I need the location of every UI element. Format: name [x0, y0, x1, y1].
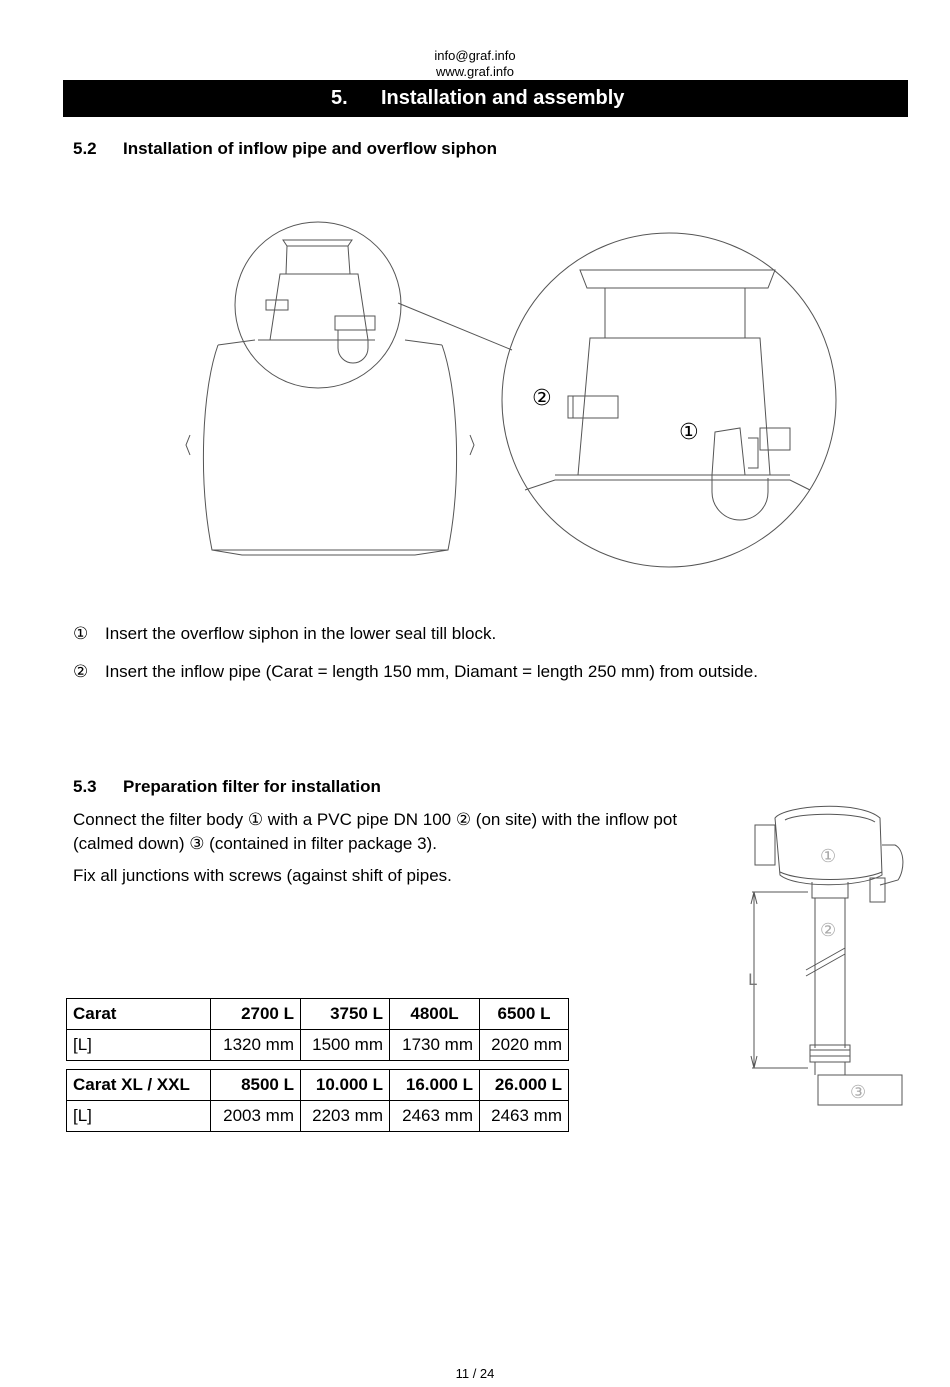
step-1-text: Insert the overflow siphon in the lower seal till block. [105, 624, 497, 643]
table-cell: [L] [67, 1101, 211, 1132]
step-2-marker: ② [73, 662, 89, 681]
header-email: info@graf.info [434, 48, 516, 63]
table-cell: 3750 L [301, 999, 390, 1030]
table-cell: 2463 mm [390, 1101, 480, 1132]
section-title: Installation of inflow pipe and overflow siphon [123, 139, 497, 158]
table-cell: 1320 mm [211, 1030, 301, 1061]
table-cell: 26.000 L [480, 1070, 569, 1101]
table-cell: 2463 mm [480, 1101, 569, 1132]
step-1 [73, 624, 496, 644]
header-website: www.graf.info [435, 64, 515, 79]
filter-label-three: ③ [850, 1082, 867, 1103]
section-5-2-heading [73, 139, 497, 159]
step-2 [73, 662, 758, 682]
table-cell: 1730 mm [390, 1030, 480, 1061]
section-number: 5.3 [73, 777, 97, 796]
figure-marker-one: ① [679, 420, 699, 445]
table-cell: 2003 mm [211, 1101, 301, 1132]
table-header-row [67, 999, 569, 1030]
table-cell: 16.000 L [390, 1070, 480, 1101]
step-1-marker: ① [73, 624, 89, 643]
table-row [67, 1101, 569, 1132]
chapter-bar [63, 80, 908, 117]
section-5-3-heading [73, 777, 381, 797]
table-cell: 2020 mm [480, 1030, 569, 1061]
section-title: Preparation filter for installation [123, 777, 381, 796]
carat-xl-length-table [66, 1069, 569, 1132]
table-header-row [67, 1070, 569, 1101]
filter-assembly-figure [740, 800, 920, 1120]
chapter-number: 5. [331, 87, 348, 109]
table-cell: 2700 L [211, 999, 301, 1030]
filter-label-two: ② [820, 920, 837, 941]
table-cell: Carat [67, 999, 211, 1030]
table-cell: 1500 mm [301, 1030, 390, 1061]
table-cell: Carat XL / XXL [67, 1070, 211, 1101]
table-row [67, 1030, 569, 1061]
filter-paragraph-1 [73, 808, 677, 856]
filter-paragraph-1-line-1: Connect the filter body ① with a PVC pipe DN 100 ② (on site) with the inflow pot [73, 810, 678, 829]
table-cell: [L] [67, 1030, 211, 1061]
section-number: 5.2 [73, 139, 97, 158]
carat-length-table [66, 998, 569, 1061]
table-cell: 4800L [390, 999, 480, 1030]
filter-paragraph-2: Fix all junctions with screws (against shift of pipes. [73, 866, 452, 885]
tank-installation-figure [180, 210, 850, 570]
filter-paragraph-1-line-2: (calmed down) ③ (contained in filter package 3). [73, 834, 437, 853]
chapter-title: Installation and assembly [381, 87, 625, 109]
page-number: 11 / 24 [455, 1366, 495, 1381]
figure-marker-two: ② [532, 386, 552, 411]
table-cell: 2203 mm [301, 1101, 390, 1132]
table-cell: 10.000 L [301, 1070, 390, 1101]
filter-length-label: L [748, 970, 757, 989]
table-cell: 6500 L [480, 999, 569, 1030]
table-cell: 8500 L [211, 1070, 301, 1101]
filter-label-one: ① [820, 846, 837, 867]
step-2-text: Insert the inflow pipe (Carat = length 150 mm, Diamant = length 250 mm) from outside. [105, 662, 758, 681]
